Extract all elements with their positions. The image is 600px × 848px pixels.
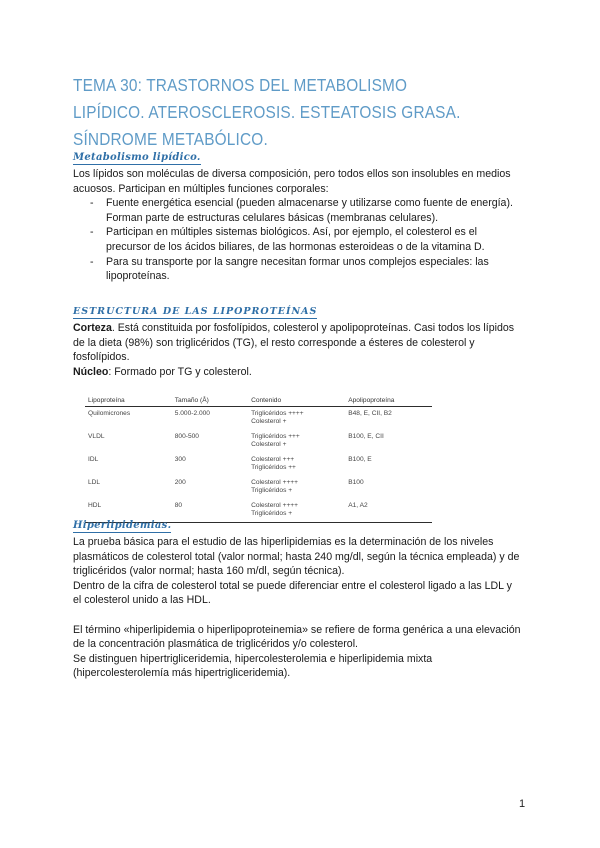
content-line: Triglicéridos + [251, 487, 293, 494]
cell-size: 80 [172, 499, 248, 523]
heading-estructura: ESTRUCTURA DE LAS LIPOPROTEÍNAS [73, 306, 318, 317]
table-header-row [85, 395, 432, 407]
content-line: Triglicéridos ++++ [251, 410, 304, 417]
heading-hiperlipidemias: Hiperlipidemias. [73, 520, 172, 531]
cell-apo: B100, E, CII [348, 433, 384, 440]
cell-content [248, 407, 345, 431]
corteza-text: . Está constituida por fosfolípidos, colesterol y apolipoproteínas. Casi todos los lípidos de la dieta (98%) son triglicéridos (TG), el resto corresponde a ésteres de colesterol y fosfolípidos. [73, 322, 515, 364]
cell-content [248, 499, 345, 523]
table-row [85, 407, 432, 431]
nucleo-label: Núcleo [73, 365, 109, 378]
content-line: Colesterol + [251, 441, 287, 448]
content-line: Colesterol ++++ [251, 479, 298, 486]
corteza-label: Corteza [73, 322, 112, 334]
cell-lipoprotein: IDL [88, 456, 99, 463]
content-line: Triglicéridos ++ [251, 464, 296, 471]
column-header: Lipoproteína [85, 395, 172, 407]
section-metabolismo [73, 167, 523, 284]
bullet-item: - Participan en múltiples sistemas biológicos. Así, por ejemplo, el colesterol es el precursor de los ácidos biliares, de las hormonas esteroideas o de la vitamina D. [73, 225, 523, 254]
cell-apo: A1, A2 [345, 499, 432, 523]
content-line: Colesterol +++ [251, 456, 295, 463]
cell-apo: B48, E, CII, B2 [348, 410, 392, 417]
column-header: Apolipoproteína [345, 395, 432, 407]
corteza-paragraph [73, 321, 523, 365]
bullet-item: - Fuente energética esencial (pueden almacenarse y utilizarse como fuente de energía). Forman parte de estructuras celulares básicas (membranas celulares). [73, 196, 523, 225]
intro-paragraph: Los lípidos son moléculas de diversa composición, pero todos ellos son insolubles en medios acuosos. Participan en múltiples funciones corporales: [73, 168, 511, 195]
paragraph: La prueba básica para el estudio de las hiperlipidemias es la determinación de los niveles plasmáticos de colesterol total (valor normal; hasta 240 mg/dl, según la técnica empleada) y de triglicéridos (valor normal; hasta 160 m/dl, según técnica). [73, 536, 520, 578]
table-row [85, 476, 432, 499]
content-line: Colesterol ++++ [251, 502, 298, 509]
cell-size: 300 [174, 456, 186, 463]
cell-content [248, 453, 345, 476]
lipoprotein-table [85, 395, 432, 523]
section-estructura [73, 321, 523, 379]
cell-lipoprotein: VLDL [88, 433, 105, 440]
paragraph: El término «hiperlipidemia o hiperlipoproteinemia» se refiere de forma genérica a una elevación de la concentración plasmática de triglicéridos y/o colesterol. [73, 623, 521, 651]
cell-lipoprotein: Quilomicrones [88, 410, 131, 417]
cell-lipoprotein: HDL [85, 499, 172, 523]
table-row [85, 430, 432, 453]
cell-content [248, 476, 345, 499]
cell-content [248, 430, 345, 453]
heading-metabolismo: Metabolismo lipídico. [73, 152, 201, 163]
cell-size: 800-500 [174, 433, 199, 440]
cell-size: 5.000-2.000 [174, 410, 210, 417]
cell-apo: B100, E [348, 456, 372, 463]
column-header: Contenido [248, 395, 345, 407]
content-line: Colesterol + [251, 418, 287, 425]
bullet-item: - Para su transporte por la sangre necesitan formar unos complejos especiales: las lipoproteínas. [73, 255, 523, 284]
cell-apo: B100 [348, 479, 364, 486]
section-hiperlipidemias [73, 535, 523, 681]
table-row [85, 453, 432, 476]
paragraph: Se distinguen hipertrigliceridemia, hipercolesterolemia e hiperlipidemia mixta (hipercolesterolemía más hipertrigliceridemia). [73, 652, 433, 680]
cell-size: 200 [174, 479, 186, 486]
paragraph: Dentro de la cifra de colesterol total se puede diferenciar entre el colesterol ligado a las LDL y el colesterol unido a las HDL. [73, 579, 512, 607]
column-header: Tamaño (Å) [172, 395, 248, 407]
cell-lipoprotein: LDL [88, 479, 101, 486]
content-line: Triglicéridos +++ [251, 433, 300, 440]
nucleo-paragraph [73, 365, 523, 380]
content-line: Triglicéridos + [251, 510, 293, 517]
nucleo-text: : Formado por TG y colesterol. [108, 365, 252, 378]
table-row [85, 499, 432, 523]
page-number: 1 [519, 798, 526, 810]
page-title: TEMA 30: TRASTORNOS DEL METABOLISMO LIPÍDICO. ATEROSCLEROSIS. ESTEATOSIS GRASA. SÍNDROME METABÓLICO. [73, 75, 461, 149]
